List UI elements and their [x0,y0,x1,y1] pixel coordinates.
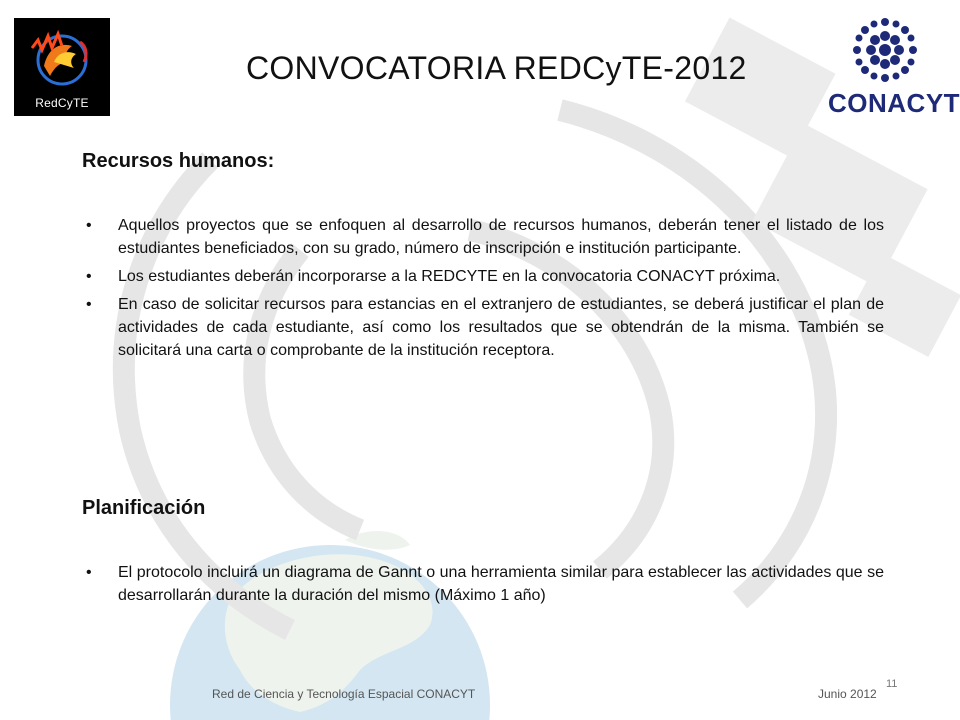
bullet-text: En caso de solicitar recursos para estancias en el extranjero de estudiantes, se deberá justificar el plan de actividades de cada estudiante, así como los resultados que se obtendrán de la misma. También se solicitará una carta o comprobante de la institución receptora. [118,296,884,359]
footer-date: Junio 2012 [818,687,877,701]
section-heading-planificacion: Planificación [82,497,206,519]
bullet-item [82,214,884,260]
conacyt-wordmark: CONACYT [828,88,960,118]
bullet-text: El protocolo incluirá un diagrama de Gannt o una herramienta similar para establecer las actividades que se desarrollarán durante la duración del mismo (Máximo 1 año) [118,564,884,604]
bullet-list-recursos-humanos [82,214,884,367]
bullet-icon: • [86,217,92,234]
conacyt-logo [826,14,960,120]
page-number: 11 [886,678,898,690]
bullet-icon: • [86,268,92,285]
sun-flame-icon [14,18,110,94]
bullet-list-planificacion [82,561,884,612]
bullet-item [82,293,884,362]
bullet-item [82,561,884,607]
redcyte-logo [14,18,110,116]
section-heading-recursos-humanos: Recursos humanos: [82,150,275,172]
slide-title: CONVOCATORIA REDCyTE-2012 [246,50,747,86]
bullet-icon: • [86,564,92,581]
satellite-watermark [124,110,826,630]
bullet-text: Aquellos proyectos que se enfoquen al desarrollo de recursos humanos, deberán tener el listado de los estudiantes beneficiados, con su grado, número de inscripción e institución participante. [118,217,884,257]
logo-caption: RedCyTE [35,96,89,110]
conacyt-dots-icon [826,14,944,90]
bullet-text: Los estudiantes deberán incorporarse a la REDCYTE en la convocatoria CONACYT próxima. [118,268,781,285]
bullet-item [82,265,884,288]
bullet-icon: • [86,296,92,313]
footer-organization: Red de Ciencia y Tecnología Espacial CONACYT [212,687,476,701]
